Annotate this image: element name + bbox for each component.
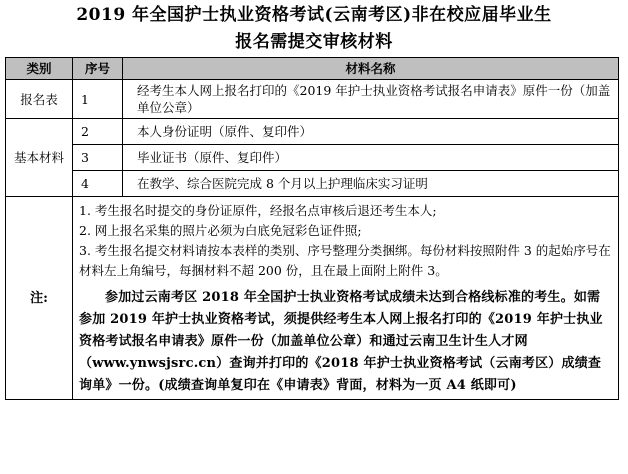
note-item: 1. 考生报名时提交的身份证原件，经报名点审核后退还考生本人; [79,203,437,218]
material-cell: 在教学、综合医院完成 8 个月以上护理临床实习证明 [123,171,619,197]
table-header-row [6,58,619,80]
category-cell: 基本材料 [6,119,73,197]
notes-cell [73,197,619,400]
note-item: 2. 网上报名采集的照片必须为白底免冠彩色证件照; [79,223,362,238]
document-title [0,0,628,56]
material-cell: 毕业证书（原件、复印件） [123,145,619,171]
table-row [6,171,619,197]
number-cell: 3 [73,145,123,171]
title-line-2: 报名需提交审核材料 [235,32,393,52]
table-row [6,145,619,171]
notes-paragraph: 参加过云南考区 2018 年全国护士执业资格考试成绩未达到合格线标准的考生。如需参加 2019 年护士执业资格考试，须提供经考生本人网上报名打印的《2019 年护士执业资格考试报名申请表》原件一份（加盖单位公章）和通过云南卫生计生人才网（www.ynwsjsrc.cn）查询并打印的《2018 年护士执业资格考试（云南考区）成绩查询单》一份。(成绩查询单复印在《申请表》背面，材料为一页 A4 纸即可) [79,290,603,393]
header-material: 材料名称 [123,58,619,80]
number-cell: 2 [73,119,123,145]
note-item: 3. 考生报名提交材料请按本表样的类别、序号整理分类捆绑。每份材料按照附件 3 的起始序号在材料左上角编号，每捆材料不超 200 份，且在最上面附上附件 3。 [79,243,611,278]
title-line-1: 2019 年全国护士执业资格考试(云南考区)非在校应届毕业生 [76,5,552,25]
materials-table [5,57,619,400]
notes-row [6,197,619,400]
number-cell: 1 [73,80,123,119]
header-category: 类别 [6,58,73,80]
table-row [6,119,619,145]
material-cell: 本人身份证明（原件、复印件） [123,119,619,145]
category-cell: 报名表 [6,80,73,119]
header-number: 序号 [73,58,123,80]
notes-label: 注: [6,197,73,400]
table-row [6,80,619,119]
number-cell: 4 [73,171,123,197]
material-cell: 经考生本人网上报名打印的《2019 年护士执业资格考试报名申请表》原件一份（加盖单位公章） [123,80,619,119]
